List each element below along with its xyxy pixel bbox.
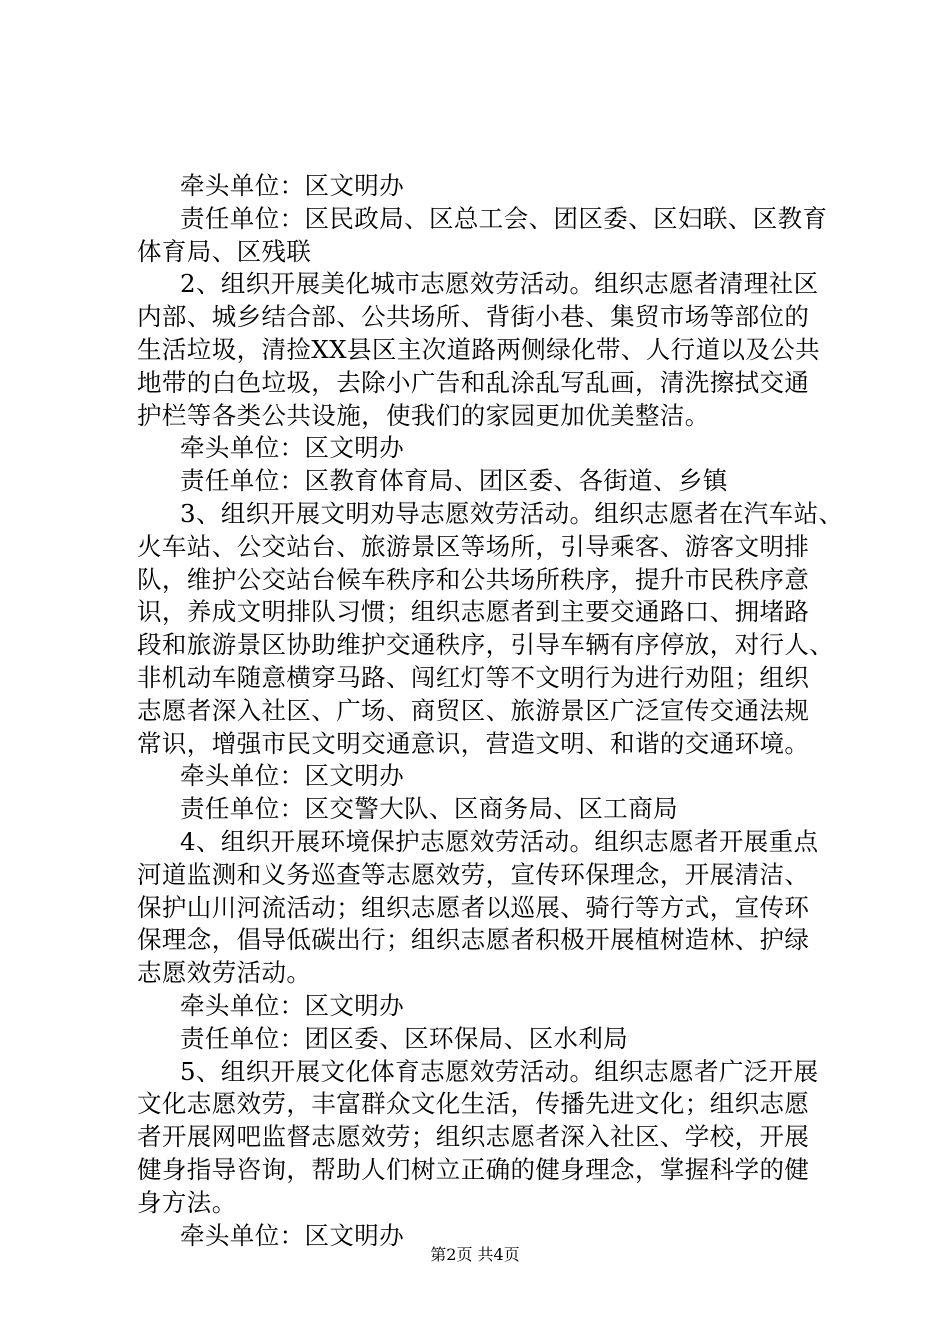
text-line: 识，养成文明排队习惯；组织志愿者到主要交通路口、拥堵路 <box>137 597 810 627</box>
text-line: 地带的白色垃圾，去除小广告和乱涂乱写乱画，清洗擦拭交通 <box>137 367 810 397</box>
text-line: 护栏等各类公共设施，使我们的家园更加优美整洁。 <box>137 400 710 430</box>
text-line: 常识，增强市民文明交通意识，营造文明、和谐的交通环境。 <box>137 728 810 758</box>
text-line: 4、组织开展环境保护志愿效劳活动。组织志愿者开展重点 <box>180 826 819 856</box>
text-line: 内部、城乡结合部、公共场所、背街小巷、集贸市场等部位的 <box>137 302 810 332</box>
text-line: 火车站、公交站台、旅游景区等场所，引导乘客、游客文明排 <box>137 531 810 561</box>
text-line: 文化志愿效劳，丰富群众文化生活，传播先进文化；组织志愿 <box>137 1089 810 1119</box>
text-line: 队，维护公交站台候车秩序和公共场所秩序，提升市民秩序意 <box>137 564 810 594</box>
page-number: 第2页 共4页 <box>430 1245 520 1264</box>
text-line: 保理念，倡导低碳出行；组织志愿者积极开展植树造林、护绿 <box>137 925 810 955</box>
text-line: 者开展网吧监督志愿效劳；组织志愿者深入社区、学校，开展 <box>137 1122 810 1152</box>
text-line: 身方法。 <box>137 1187 237 1217</box>
document-body <box>137 170 844 1252</box>
text-line: 牵头单位：区文明办 <box>180 1220 405 1250</box>
text-line: 牵头单位：区文明办 <box>180 171 405 200</box>
text-line: 牵头单位：区文明办 <box>180 990 405 1020</box>
text-line: 志愿效劳活动。 <box>137 958 312 988</box>
text-line: 责任单位：区民政局、区总工会、团区委、区妇联、区教育 <box>180 203 828 233</box>
text-line: 生活垃圾，清捡XX县区主次道路两侧绿化带、人行道以及公共 <box>137 334 821 364</box>
text-line: 牵头单位：区文明办 <box>180 433 405 463</box>
text-line: 志愿者深入社区、广场、商贸区、旅游景区广泛宣传交通法规 <box>137 695 810 725</box>
text-line: 责任单位：区交警大队、区商务局、区工商局 <box>180 794 678 824</box>
text-line: 2、组织开展美化城市志愿效劳活动。组织志愿者清理社区 <box>180 269 819 299</box>
text-line: 非机动车随意横穿马路、闯红灯等不文明行为进行劝阻；组织 <box>137 662 810 692</box>
text-line: 段和旅游景区协助维护交通秩序，引导车辆有序停放，对行人、 <box>137 630 835 660</box>
text-line: 责任单位：区教育体育局、团区委、各街道、乡镇 <box>180 466 728 496</box>
text-line: 河道监测和义务巡查等志愿效劳，宣传环保理念，开展清洁、 <box>137 859 810 889</box>
text-line: 牵头单位：区文明办 <box>180 761 405 791</box>
text-line: 责任单位：团区委、区环保局、区水利局 <box>180 1023 629 1053</box>
text-line: 健身指导咨询，帮助人们树立正确的健身理念，掌握科学的健 <box>137 1154 810 1184</box>
text-line: 5、组织开展文化体育志愿效劳活动。组织志愿者广泛开展 <box>180 1056 819 1086</box>
text-line: 体育局、区残联 <box>137 236 312 266</box>
page-footer <box>0 1245 950 1265</box>
text-line: 保护山川河流活动；组织志愿者以巡展、骑行等方式，宣传环 <box>137 892 810 922</box>
text-line: 3、组织开展文明劝导志愿效劳活动。组织志愿者在汽车站、 <box>180 498 844 528</box>
